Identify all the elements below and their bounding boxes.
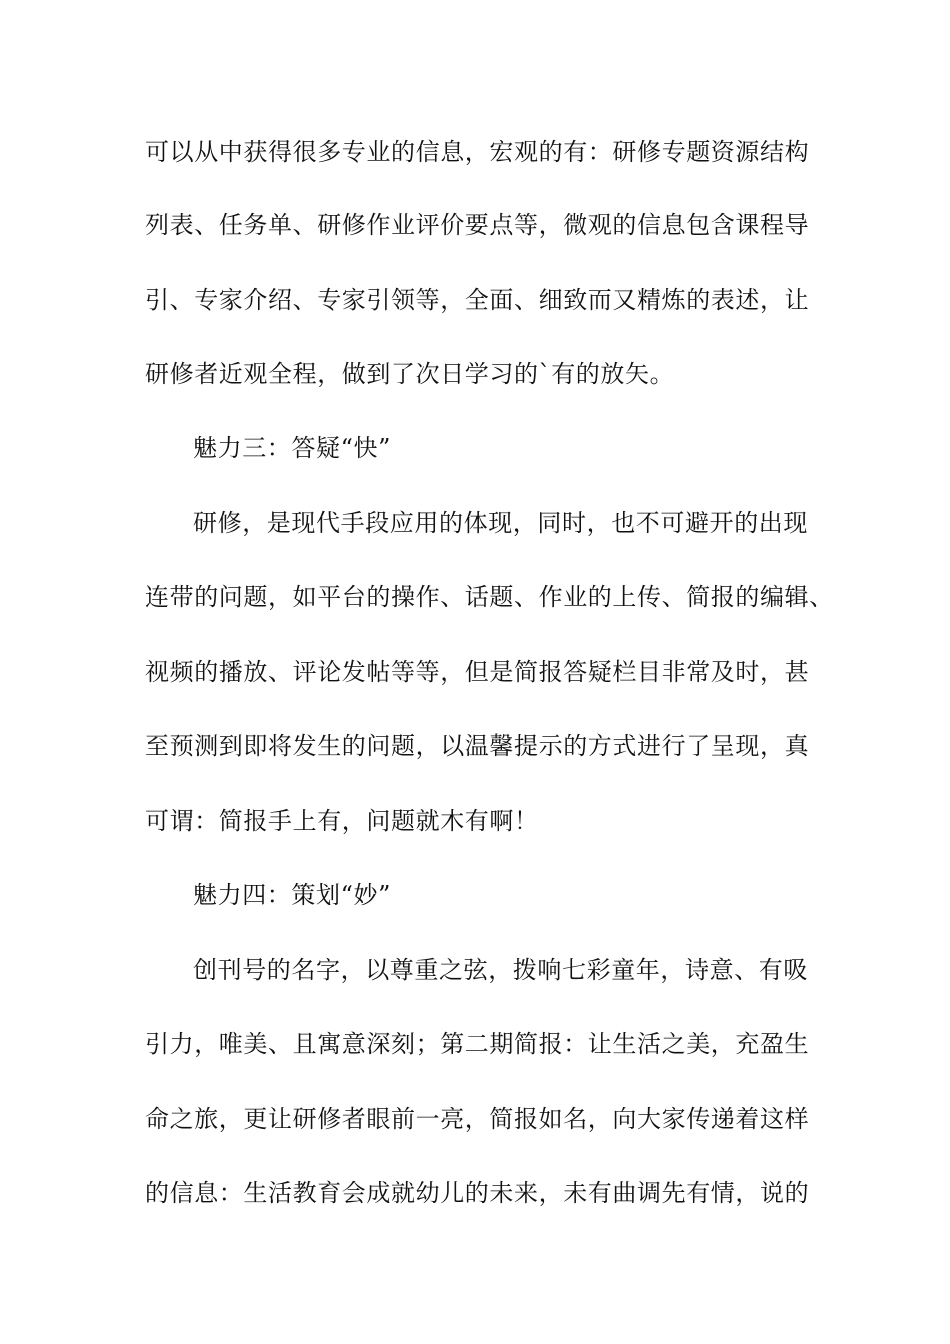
text-line: 研修者近观全程，做到了次日学习的`有的放矢。 (145, 360, 675, 388)
text-line: 连带的问题，如平台的操作、话题、作业的上传、简报的编辑、 (145, 583, 834, 611)
text-line: 可以从中获得很多专业的信息，宏观的有：研修专题资源结构 (145, 138, 810, 166)
text-line: 命之旅，更让研修者眼前一亮，简报如名，向大家传递着这样 (145, 1105, 810, 1133)
text-line: 的信息：生活教育会成就幼儿的未来，未有曲调先有情，说的 (145, 1179, 810, 1207)
text-line: 研修，是现代手段应用的体现，同时，也不可避开的出现 (193, 509, 808, 537)
text-line: 创刊号的名字，以尊重之弦，拨响七彩童年，诗意、有吸 (193, 956, 808, 984)
text-line: 引力，唯美、且寓意深刻；第二期简报：让生活之美，充盈生 (145, 1030, 810, 1058)
section-heading: 魅力三：答疑“快” (193, 434, 391, 462)
section-heading: 魅力四：策划“妙” (193, 881, 391, 909)
text-line: 列表、任务单、研修作业评价要点等，微观的信息包含课程导 (145, 211, 810, 239)
text-line: 引、专家介绍、专家引领等，全面、细致而又精炼的表述，让 (145, 286, 810, 314)
text-line: 视频的播放、评论发帖等等，但是简报答疑栏目非常及时，甚 (145, 658, 810, 686)
text-line: 可谓：简报手上有，问题就木有啊！ (145, 807, 539, 835)
text-line: 至预测到即将发生的问题，以温馨提示的方式进行了呈现，真 (145, 732, 810, 760)
